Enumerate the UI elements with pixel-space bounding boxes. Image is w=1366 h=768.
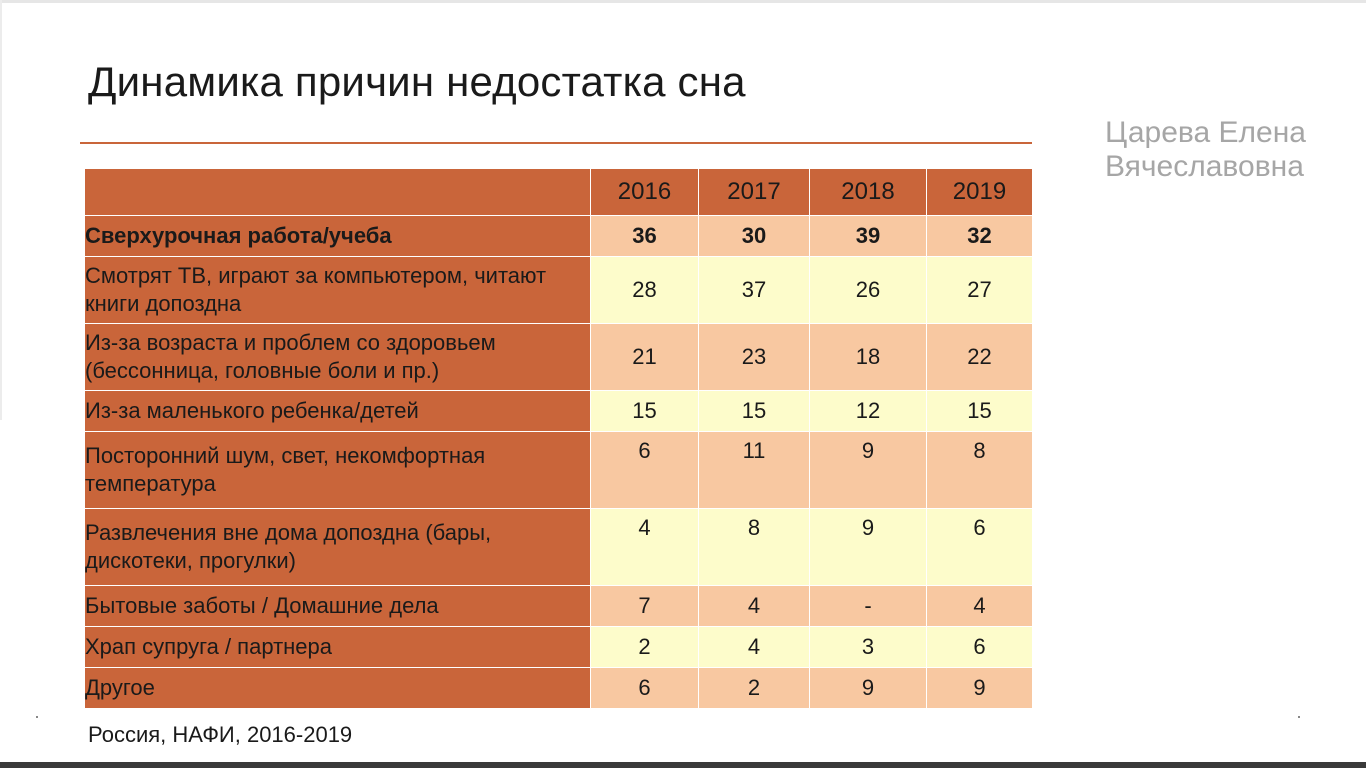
table-row bbox=[85, 391, 1033, 432]
cell-value: 22 bbox=[927, 324, 1033, 391]
cell-value: 9 bbox=[810, 432, 927, 509]
row-label: Развлечения вне дома допоздна (бары, дискотеки, прогулки) bbox=[85, 509, 591, 586]
cell-value: 15 bbox=[927, 391, 1033, 432]
author-line-2: Вячеславовна bbox=[1105, 150, 1304, 183]
table-corner-cell bbox=[85, 169, 591, 216]
cell-value: 28 bbox=[591, 257, 699, 324]
cell-value: 4 bbox=[699, 586, 810, 627]
slide-left-edge bbox=[0, 0, 2, 420]
cell-value: 4 bbox=[927, 586, 1033, 627]
cell-value: 8 bbox=[927, 432, 1033, 509]
corner-dot-left bbox=[36, 716, 38, 718]
author-line-1: Царева Елена bbox=[1105, 116, 1306, 149]
year-header-2018: 2018 bbox=[810, 169, 927, 216]
window-top-strip bbox=[0, 0, 1366, 3]
sleep-reasons-table bbox=[84, 168, 1033, 709]
cell-value: 9 bbox=[927, 668, 1033, 709]
row-label: Сверхурочная работа/учеба bbox=[85, 216, 591, 257]
table-row bbox=[85, 257, 1033, 324]
slide-title: Динамика причин недостатка сна bbox=[88, 58, 746, 105]
author-name bbox=[1105, 116, 1345, 184]
cell-value: 30 bbox=[699, 216, 810, 257]
cell-value: 26 bbox=[810, 257, 927, 324]
cell-value: 32 bbox=[927, 216, 1033, 257]
cell-value: 36 bbox=[591, 216, 699, 257]
cell-value: 4 bbox=[591, 509, 699, 586]
row-label: Бытовые заботы / Домашние дела bbox=[85, 586, 591, 627]
cell-value: 39 bbox=[810, 216, 927, 257]
year-header-2016: 2016 bbox=[591, 169, 699, 216]
cell-value: 27 bbox=[927, 257, 1033, 324]
cell-value: 15 bbox=[699, 391, 810, 432]
table-row bbox=[85, 668, 1033, 709]
row-label: Из-за возраста и проблем со здоровьем (бессонница, головные боли и пр.) bbox=[85, 324, 591, 391]
row-label: Смотрят ТВ, играют за компьютером, читают книги допоздна bbox=[85, 257, 591, 324]
cell-value: 12 bbox=[810, 391, 927, 432]
source-caption: Россия, НАФИ, 2016-2019 bbox=[88, 722, 353, 747]
table-row bbox=[85, 586, 1033, 627]
cell-value: 18 bbox=[810, 324, 927, 391]
cell-value: 23 bbox=[699, 324, 810, 391]
cell-value: - bbox=[810, 586, 927, 627]
cell-value: 11 bbox=[699, 432, 810, 509]
row-label: Другое bbox=[85, 668, 591, 709]
cell-value: 21 bbox=[591, 324, 699, 391]
year-header-2019: 2019 bbox=[927, 169, 1033, 216]
cell-value: 6 bbox=[927, 627, 1033, 668]
cell-value: 6 bbox=[591, 432, 699, 509]
cell-value: 9 bbox=[810, 509, 927, 586]
table-header-row bbox=[85, 169, 1033, 216]
table-row bbox=[85, 509, 1033, 586]
cell-value: 6 bbox=[927, 509, 1033, 586]
row-label: Из-за маленького ребенка/детей bbox=[85, 391, 591, 432]
table-row bbox=[85, 216, 1033, 257]
cell-value: 9 bbox=[810, 668, 927, 709]
title-divider bbox=[80, 142, 1032, 144]
cell-value: 2 bbox=[591, 627, 699, 668]
year-header-2017: 2017 bbox=[699, 169, 810, 216]
cell-value: 2 bbox=[699, 668, 810, 709]
corner-dot-right bbox=[1298, 716, 1300, 718]
cell-value: 6 bbox=[591, 668, 699, 709]
row-label: Посторонний шум, свет, некомфортная температура bbox=[85, 432, 591, 509]
table-row bbox=[85, 432, 1033, 509]
table-row bbox=[85, 324, 1033, 391]
cell-value: 37 bbox=[699, 257, 810, 324]
cell-value: 15 bbox=[591, 391, 699, 432]
table-row bbox=[85, 627, 1033, 668]
cell-value: 4 bbox=[699, 627, 810, 668]
window-bottom-strip bbox=[0, 762, 1366, 768]
cell-value: 8 bbox=[699, 509, 810, 586]
row-label: Храп супруга / партнера bbox=[85, 627, 591, 668]
cell-value: 7 bbox=[591, 586, 699, 627]
cell-value: 3 bbox=[810, 627, 927, 668]
